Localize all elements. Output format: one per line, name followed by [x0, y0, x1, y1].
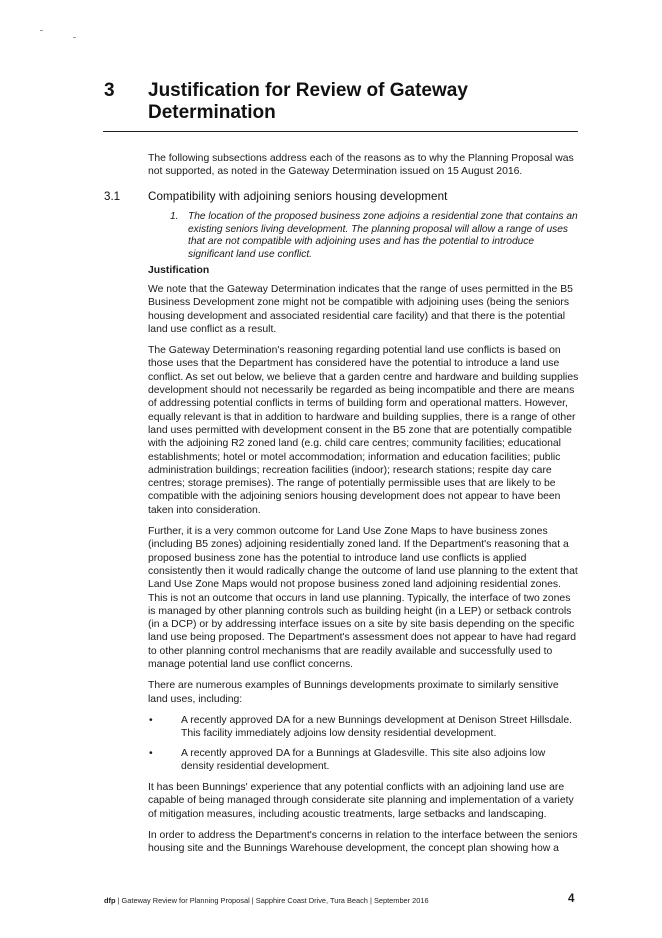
chapter-rule: [103, 131, 578, 132]
list-item: [148, 714, 580, 741]
list-item: [148, 747, 580, 774]
footer-separator: |: [117, 896, 120, 905]
bullet-icon: •: [149, 714, 153, 726]
list-item-text: A recently approved DA for a Bunnings at Gladesville. This site also adjoins low density residential development.: [181, 747, 546, 772]
footer-separator: |: [369, 896, 372, 905]
examples-list: [148, 714, 580, 773]
footer-date: September 2016: [373, 896, 429, 905]
scan-artifact: [40, 30, 43, 31]
list-item-text: A recently approved DA for a new Bunnings development at Denison Street Hillsdale. This facility immediately adjoins low density residential development.: [181, 714, 573, 740]
body-paragraph: The Gateway Determination's reasoning regarding potential land use conflicts is based on those uses that the Department has considered have the potential to introduce a land use conflict. As set out below, we believe that a garden centre and hardware and building supplies development should not necessarily be regarded as being incompatible and there are means of addressing potential conflicts in terms of building form and operational matters. However, equally relevant is that in addition to hardware and building supplies, there is a range of other land uses permitted with development consent in the B5 zone that are potentially compatible with the adjoining R2 zoned land (e.g. child care centres; community facilities; educational establishments; hotel or motel accommodation; information and education facilities; public administration buildings; recreation facilities (indoor); research stations; respite day care centres; storage premises). The range of potentially permissible uses that are likely to be compatible with the adjoining seniors housing development does not appear to have been taken into consideration.: [148, 345, 579, 516]
page-footer: [104, 896, 429, 905]
intro-paragraph: The following subsections address each of the reasons as to why the Planning Proposal was not supported, as noted in the Gateway Determination issued on 15 August 2016.: [148, 153, 574, 178]
body-paragraph: Further, it is a very common outcome for Land Use Zone Maps to have business zones (including B5 zones) adjoining residentially zoned land. If the Department's reasoning that a proposed business zone has the potential to introduce land use conflicts is applied consistently then it would radically change the outcome of land use planning to the extent that Land Use Zone Maps would not propose business zoned land adjoining residential zones. This is not an outcome that occurs in land use planning. Typically, the interface of two zones is managed by other planning controls such as building height (in a LEP) or setback controls (in a DCP) or by addressing interface issues on a site by site basis depending on the specific land use being proposed. The Department's assessment does not appear to have had regard to other planning control mechanisms that are readily available and successfully used to manage potential land use conflict concerns.: [148, 526, 578, 671]
body-paragraph: In order to address the Department's concerns in relation to the interface between the seniors housing site and the Bunnings Warehouse development, the concept plan showing how a: [148, 829, 578, 855]
footer-separator: |: [251, 896, 254, 905]
body-paragraph: It has been Bunnings' experience that any potential conflicts with an adjoining land use are capable of being managed through considerate site planning and implementation of a variety of mitigation measures, including acoustic treatments, large setbacks and landscaping.: [148, 782, 574, 820]
justification-heading: Justification: [148, 265, 210, 276]
body-paragraph: There are numerous examples of Bunnings developments proximate to similarly sensitive land uses, including:: [148, 680, 559, 705]
footer-address: Sapphire Coast Drive, Tura Beach: [255, 896, 368, 905]
justification-body: [148, 283, 580, 864]
reason-text: The location of the proposed business zone adjoins a residential zone that contains an existing seniors living development. The planning proposal will allow a range of uses that are not compatible with adjoining uses and has the potential to introduce significant land use conflict.: [188, 211, 578, 260]
chapter-title: Justification for Review of Gateway Determination: [148, 80, 468, 123]
page-number: 4: [568, 892, 575, 905]
reason-number: 1.: [170, 211, 179, 222]
body-paragraph: We note that the Gateway Determination indicates that the range of uses permitted in the B5 Business Development zone might not be compatible with adjoining uses (being the seniors housing development and associated residential care facility) and that there is the potential land use conflict as a result.: [148, 284, 573, 335]
footer-document: Gateway Review for Planning Proposal: [121, 896, 250, 905]
section-number: 3.1: [104, 190, 121, 203]
bullet-icon: •: [149, 747, 153, 759]
footer-brand: dfp: [104, 896, 116, 905]
scan-artifact: [73, 37, 76, 38]
chapter-number: 3: [104, 80, 115, 101]
section-title: Compatibility with adjoining seniors housing development: [148, 190, 448, 203]
